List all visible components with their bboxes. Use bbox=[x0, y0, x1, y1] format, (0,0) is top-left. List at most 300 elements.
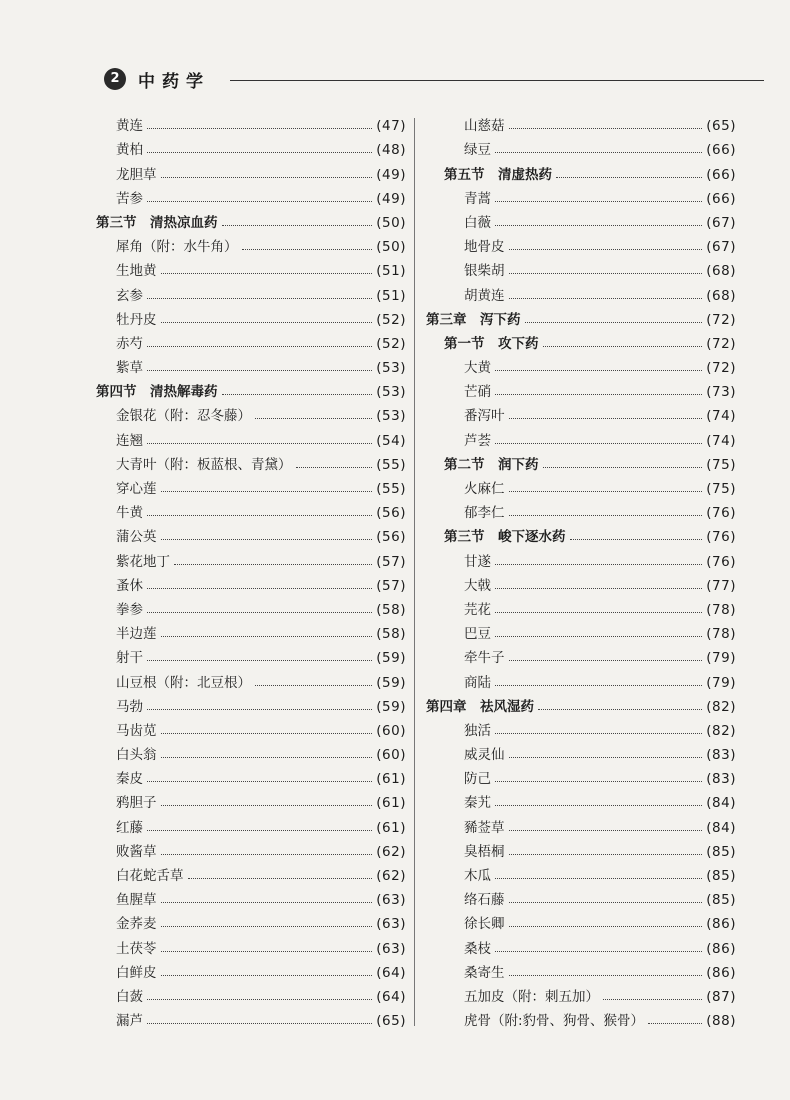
toc-page-number: (74) bbox=[706, 408, 736, 425]
toc-section-title: 第五节 清虚热药 bbox=[444, 166, 552, 183]
dot-leader bbox=[161, 177, 373, 178]
toc-entry-title: 犀角（附：水牛角） bbox=[116, 239, 238, 256]
toc-chapter-row bbox=[426, 304, 736, 328]
toc-entry-row bbox=[96, 521, 406, 545]
toc-entry-title: 胡黄连 bbox=[464, 287, 505, 304]
toc-page-number: (76) bbox=[706, 553, 736, 570]
toc-page-number: (68) bbox=[706, 263, 736, 280]
header-rule bbox=[230, 80, 764, 81]
toc-entry-title: 番泻叶 bbox=[464, 408, 505, 425]
toc-entry-row bbox=[96, 836, 406, 860]
page-number-badge: 2 bbox=[104, 68, 126, 90]
toc-section-title: 第二节 润下药 bbox=[444, 456, 539, 473]
toc-page-number: (79) bbox=[706, 650, 736, 667]
toc-page-number: (66) bbox=[706, 166, 736, 183]
dot-leader bbox=[147, 370, 372, 371]
toc-entry-title: 红藤 bbox=[116, 819, 143, 836]
dot-leader bbox=[255, 418, 372, 419]
toc-page-number: (61) bbox=[376, 795, 406, 812]
toc-page-number: (58) bbox=[376, 626, 406, 643]
dot-leader bbox=[509, 854, 703, 855]
toc-entry-title: 玄参 bbox=[116, 287, 143, 304]
toc-entry-row bbox=[426, 594, 736, 618]
toc-entry-row bbox=[96, 570, 406, 594]
toc-page-number: (79) bbox=[706, 674, 736, 691]
toc-section-title: 第四节 清热解毒药 bbox=[96, 384, 218, 401]
toc-entry-title: 防己 bbox=[464, 771, 491, 788]
toc-entry-row bbox=[426, 618, 736, 642]
toc-entry-title: 山慈菇 bbox=[464, 118, 505, 135]
dot-leader bbox=[570, 539, 703, 540]
dot-leader bbox=[495, 564, 702, 565]
toc-entry-row bbox=[426, 666, 736, 690]
toc-page-number: (48) bbox=[376, 142, 406, 159]
toc-entry-row bbox=[426, 981, 736, 1005]
dot-leader bbox=[509, 273, 703, 274]
toc-entry-title: 黄连 bbox=[116, 118, 143, 135]
toc-entry-row bbox=[96, 183, 406, 207]
toc-page-number: (53) bbox=[376, 384, 406, 401]
toc-entry-row bbox=[96, 158, 406, 182]
toc-entry-row bbox=[96, 642, 406, 666]
toc-entry-row bbox=[96, 860, 406, 884]
dot-leader bbox=[556, 177, 702, 178]
page-header bbox=[104, 68, 764, 94]
toc-entry-row bbox=[426, 352, 736, 376]
toc-entry-title: 大戟 bbox=[464, 577, 491, 594]
toc-page-number: (78) bbox=[706, 601, 736, 618]
toc-entry-row bbox=[96, 981, 406, 1005]
toc-entry-title: 金银花（附：忍冬藤） bbox=[116, 408, 251, 425]
toc-entry-title: 牵牛子 bbox=[464, 650, 505, 667]
toc-entry-title: 连翘 bbox=[116, 432, 143, 449]
toc-section-row bbox=[426, 521, 736, 545]
toc-entry-title: 秦艽 bbox=[464, 795, 491, 812]
toc-entry-row bbox=[96, 279, 406, 303]
toc-entry-row bbox=[96, 594, 406, 618]
toc-entry-row bbox=[426, 642, 736, 666]
toc-entry-row bbox=[96, 424, 406, 448]
toc-page-number: (72) bbox=[706, 360, 736, 377]
toc-entry-title: 火麻仁 bbox=[464, 481, 505, 497]
toc-entry-title: 豨莶草 bbox=[464, 819, 505, 836]
toc-entry-row bbox=[426, 497, 736, 521]
toc-page-number: (58) bbox=[376, 601, 406, 618]
toc-page-number: (85) bbox=[706, 892, 736, 909]
toc-page-number: (66) bbox=[706, 190, 736, 207]
dot-leader bbox=[161, 975, 373, 976]
dot-leader bbox=[161, 951, 373, 952]
toc-entry-row bbox=[96, 763, 406, 787]
dot-leader bbox=[603, 999, 702, 1000]
toc-entry-row bbox=[96, 449, 406, 473]
toc-entry-title: 山豆根（附：北豆根） bbox=[116, 674, 251, 691]
toc-entry-title: 五加皮（附：刺五加） bbox=[464, 988, 599, 1005]
toc-page-number: (84) bbox=[706, 795, 736, 812]
dot-leader bbox=[147, 612, 372, 613]
toc-entry-title: 秦皮 bbox=[116, 771, 143, 788]
toc-entry-row bbox=[426, 473, 736, 497]
toc-entry-row bbox=[426, 376, 736, 400]
toc-entry-row bbox=[426, 1005, 736, 1029]
toc-page-number: (64) bbox=[376, 964, 406, 981]
toc-page-number: (75) bbox=[706, 456, 736, 473]
toc-page-number: (50) bbox=[376, 214, 406, 231]
toc-page-number: (86) bbox=[706, 940, 736, 957]
toc-chapter-title: 第三章 泻下药 bbox=[426, 311, 521, 328]
dot-leader bbox=[495, 685, 702, 686]
dot-leader bbox=[147, 443, 372, 444]
toc-entry-title: 马勃 bbox=[116, 698, 143, 715]
toc-page-number: (82) bbox=[706, 698, 736, 715]
toc-entry-title: 绿豆 bbox=[464, 142, 491, 159]
toc-page-number: (54) bbox=[376, 432, 406, 449]
toc-section-title: 第三节 峻下逐水药 bbox=[444, 529, 566, 546]
toc-entry-row bbox=[96, 884, 406, 908]
dot-leader bbox=[495, 951, 702, 952]
dot-leader bbox=[222, 225, 373, 226]
toc-right-column bbox=[426, 110, 736, 1029]
toc-entry-title: 大青叶（附：板蓝根、青黛） bbox=[116, 456, 292, 473]
toc-entry-title: 白鲜皮 bbox=[116, 964, 157, 981]
toc-section-row bbox=[96, 207, 406, 231]
toc-entry-title: 芦荟 bbox=[464, 432, 491, 449]
toc-entry-row bbox=[96, 1005, 406, 1029]
toc-section-title: 第三节 清热凉血药 bbox=[96, 214, 218, 231]
dot-leader bbox=[543, 346, 703, 347]
toc-page-number: (63) bbox=[376, 892, 406, 909]
toc-entry-title: 白头翁 bbox=[116, 747, 157, 764]
dot-leader bbox=[147, 1023, 372, 1024]
toc-entry-row bbox=[426, 134, 736, 158]
toc-entry-title: 半边莲 bbox=[116, 626, 157, 643]
toc-section-title: 第一节 攻下药 bbox=[444, 335, 539, 352]
toc-page-number: (86) bbox=[706, 964, 736, 981]
toc-page-number: (53) bbox=[376, 408, 406, 425]
dot-leader bbox=[161, 757, 373, 758]
toc-entry-title: 郁李仁 bbox=[464, 505, 505, 522]
dot-leader bbox=[495, 443, 702, 444]
dot-leader bbox=[509, 975, 703, 976]
dot-leader bbox=[509, 418, 703, 419]
toc-page-number: (88) bbox=[706, 1013, 736, 1030]
toc-entry-row bbox=[426, 811, 736, 835]
dot-leader bbox=[147, 515, 372, 516]
toc-page-number: (65) bbox=[706, 118, 736, 135]
dot-leader bbox=[147, 298, 372, 299]
dot-leader bbox=[495, 370, 702, 371]
toc-page-number: (53) bbox=[376, 360, 406, 377]
toc-entry-row bbox=[96, 400, 406, 424]
toc-page-number: (64) bbox=[376, 988, 406, 1005]
dot-leader bbox=[188, 878, 373, 879]
dot-leader bbox=[222, 394, 373, 395]
toc-page-number: (55) bbox=[376, 456, 406, 473]
toc-entry-title: 银柴胡 bbox=[464, 263, 505, 280]
toc-entry-row bbox=[96, 932, 406, 956]
toc-page-number: (83) bbox=[706, 747, 736, 764]
toc-entry-title: 马齿苋 bbox=[116, 722, 157, 739]
dot-leader bbox=[147, 781, 372, 782]
dot-leader bbox=[509, 926, 703, 927]
toc-entry-row bbox=[96, 811, 406, 835]
toc-entry-row bbox=[426, 183, 736, 207]
toc-entry-title: 威灵仙 bbox=[464, 747, 505, 764]
dot-leader bbox=[147, 999, 372, 1000]
dot-leader bbox=[543, 467, 703, 468]
toc-page-number: (63) bbox=[376, 916, 406, 933]
dot-leader bbox=[495, 805, 702, 806]
toc-page-number: (85) bbox=[706, 843, 736, 860]
dot-leader bbox=[147, 128, 372, 129]
toc-page-number: (77) bbox=[706, 577, 736, 594]
dot-leader bbox=[538, 709, 702, 710]
toc-entry-row bbox=[426, 908, 736, 932]
toc-section-row bbox=[426, 449, 736, 473]
dot-leader bbox=[147, 709, 372, 710]
toc-page-number: (59) bbox=[376, 650, 406, 667]
toc-entry-row bbox=[96, 497, 406, 521]
toc-page-number: (56) bbox=[376, 529, 406, 546]
toc-entry-title: 巴豆 bbox=[464, 626, 491, 643]
toc-entry-title: 土茯苓 bbox=[116, 940, 157, 957]
dot-leader bbox=[509, 491, 703, 492]
toc-page-number: (84) bbox=[706, 819, 736, 836]
toc-entry-title: 牡丹皮 bbox=[116, 311, 157, 328]
toc-page-number: (62) bbox=[376, 868, 406, 884]
toc-page-number: (67) bbox=[706, 239, 736, 256]
toc-page-number: (76) bbox=[706, 529, 736, 546]
dot-leader bbox=[161, 322, 373, 323]
toc-section-row bbox=[426, 328, 736, 352]
toc-entry-title: 黄柏 bbox=[116, 142, 143, 159]
dot-leader bbox=[495, 201, 702, 202]
toc-page-number: (67) bbox=[706, 214, 736, 231]
toc-entry-title: 蒲公英 bbox=[116, 529, 157, 546]
toc-entry-row bbox=[426, 836, 736, 860]
toc-entry-title: 鸦胆子 bbox=[116, 795, 157, 812]
toc-page-number: (68) bbox=[706, 287, 736, 304]
toc-entry-row bbox=[96, 618, 406, 642]
toc-section-row bbox=[426, 158, 736, 182]
toc-entry-row bbox=[96, 134, 406, 158]
toc-entry-row bbox=[96, 304, 406, 328]
dot-leader bbox=[161, 539, 373, 540]
dot-leader bbox=[509, 902, 703, 903]
toc-entry-title: 牛黄 bbox=[116, 505, 143, 522]
toc-entry-row bbox=[426, 400, 736, 424]
toc-entry-row bbox=[426, 739, 736, 763]
toc-entry-title: 白薇 bbox=[464, 214, 491, 231]
toc-entry-row bbox=[426, 279, 736, 303]
dot-leader bbox=[296, 467, 373, 468]
toc-entry-title: 生地黄 bbox=[116, 263, 157, 280]
dot-leader bbox=[161, 805, 373, 806]
toc-page-number: (78) bbox=[706, 626, 736, 643]
toc-entry-row bbox=[426, 570, 736, 594]
toc-entry-title: 青蒿 bbox=[464, 190, 491, 207]
toc-page-number: (87) bbox=[706, 988, 736, 1005]
toc-entry-row bbox=[426, 763, 736, 787]
toc-entry-row bbox=[426, 545, 736, 569]
dot-leader bbox=[509, 515, 703, 516]
dot-leader bbox=[161, 273, 373, 274]
toc-page-number: (66) bbox=[706, 142, 736, 159]
toc-entry-title: 紫草 bbox=[116, 360, 143, 377]
dot-leader bbox=[495, 781, 702, 782]
toc-entry-title: 徐长卿 bbox=[464, 916, 505, 933]
dot-leader bbox=[495, 733, 702, 734]
toc-page-number: (75) bbox=[706, 481, 736, 497]
dot-leader bbox=[147, 660, 372, 661]
toc-page-number: (49) bbox=[376, 190, 406, 207]
toc-entry-row bbox=[96, 110, 406, 134]
toc-page-number: (63) bbox=[376, 940, 406, 957]
dot-leader bbox=[495, 636, 702, 637]
toc-page-number: (86) bbox=[706, 916, 736, 933]
toc-entry-title: 金荞麦 bbox=[116, 916, 157, 933]
toc-entry-title: 拳参 bbox=[116, 601, 143, 618]
toc-page-number: (73) bbox=[706, 384, 736, 401]
toc-page-number: (50) bbox=[376, 239, 406, 256]
dot-leader bbox=[161, 926, 373, 927]
column-divider bbox=[414, 118, 415, 1026]
dot-leader bbox=[495, 588, 702, 589]
toc-entry-title: 大黄 bbox=[464, 360, 491, 377]
toc-entry-row bbox=[96, 231, 406, 255]
toc-entry-row bbox=[426, 255, 736, 279]
toc-page-number: (61) bbox=[376, 819, 406, 836]
dot-leader bbox=[255, 685, 372, 686]
dot-leader bbox=[174, 564, 372, 565]
toc-entry-title: 木瓜 bbox=[464, 868, 491, 884]
dot-leader bbox=[509, 298, 703, 299]
toc-entry-row bbox=[426, 207, 736, 231]
toc-entry-title: 芒硝 bbox=[464, 384, 491, 401]
dot-leader bbox=[161, 491, 373, 492]
toc-entry-title: 独活 bbox=[464, 722, 491, 739]
toc-page-number: (74) bbox=[706, 432, 736, 449]
toc-entry-row bbox=[96, 957, 406, 981]
dot-leader bbox=[161, 854, 373, 855]
toc-entry-title: 地骨皮 bbox=[464, 239, 505, 256]
toc-page-number: (82) bbox=[706, 722, 736, 739]
dot-leader bbox=[509, 128, 703, 129]
toc-page-number: (61) bbox=[376, 771, 406, 788]
toc-entry-row bbox=[96, 691, 406, 715]
toc-entry-title: 络石藤 bbox=[464, 892, 505, 909]
dot-leader bbox=[509, 660, 703, 661]
toc-page-number: (51) bbox=[376, 287, 406, 304]
toc-entry-row bbox=[96, 739, 406, 763]
toc-entry-title: 败酱草 bbox=[116, 843, 157, 860]
dot-leader bbox=[525, 322, 703, 323]
toc-entry-title: 臭梧桐 bbox=[464, 843, 505, 860]
toc-page-number: (60) bbox=[376, 722, 406, 739]
dot-leader bbox=[509, 830, 703, 831]
dot-leader bbox=[648, 1023, 702, 1024]
toc-page-number: (83) bbox=[706, 771, 736, 788]
toc-entry-title: 芫花 bbox=[464, 601, 491, 618]
dot-leader bbox=[147, 152, 372, 153]
toc-entry-title: 龙胆草 bbox=[116, 166, 157, 183]
toc-entry-title: 商陆 bbox=[464, 674, 491, 691]
dot-leader bbox=[147, 588, 372, 589]
toc-page-number: (65) bbox=[376, 1013, 406, 1030]
toc-entry-title: 射干 bbox=[116, 650, 143, 667]
toc-entry-title: 赤芍 bbox=[116, 335, 143, 352]
dot-leader bbox=[495, 225, 702, 226]
toc-entry-row bbox=[96, 908, 406, 932]
toc-chapter-row bbox=[426, 691, 736, 715]
dot-leader bbox=[509, 757, 703, 758]
dot-leader bbox=[495, 152, 702, 153]
toc-page-number: (85) bbox=[706, 868, 736, 884]
toc-entry-title: 甘遂 bbox=[464, 553, 491, 570]
toc-entry-row bbox=[96, 255, 406, 279]
toc-entry-title: 桑枝 bbox=[464, 940, 491, 957]
dot-leader bbox=[161, 636, 373, 637]
toc-page-number: (76) bbox=[706, 505, 736, 522]
toc-page-number: (60) bbox=[376, 747, 406, 764]
dot-leader bbox=[161, 902, 373, 903]
toc-page-number: (55) bbox=[376, 481, 406, 497]
toc-entry-title: 漏芦 bbox=[116, 1013, 143, 1030]
toc-page-number: (47) bbox=[376, 118, 406, 135]
toc-left-column bbox=[96, 110, 406, 1029]
dot-leader bbox=[242, 249, 373, 250]
toc-page-number: (52) bbox=[376, 311, 406, 328]
toc-entry-row bbox=[426, 110, 736, 134]
toc-entry-row bbox=[426, 860, 736, 884]
toc-chapter-title: 第四章 祛风湿药 bbox=[426, 698, 534, 715]
toc-entry-row bbox=[96, 787, 406, 811]
dot-leader bbox=[509, 249, 703, 250]
toc-entry-row bbox=[426, 424, 736, 448]
toc-entry-row bbox=[96, 545, 406, 569]
toc-page-number: (57) bbox=[376, 553, 406, 570]
dot-leader bbox=[161, 733, 373, 734]
toc-page-number: (57) bbox=[376, 577, 406, 594]
toc-entry-row bbox=[426, 715, 736, 739]
toc-page-number: (59) bbox=[376, 698, 406, 715]
toc-entry-row bbox=[96, 328, 406, 352]
dot-leader bbox=[147, 830, 372, 831]
toc-section-row bbox=[96, 376, 406, 400]
toc-entry-title: 白蔹 bbox=[116, 988, 143, 1005]
toc-page-number: (52) bbox=[376, 335, 406, 352]
toc-page-number: (49) bbox=[376, 166, 406, 183]
toc-entry-title: 苦参 bbox=[116, 190, 143, 207]
toc-entry-row bbox=[426, 932, 736, 956]
toc-page-number: (59) bbox=[376, 674, 406, 691]
dot-leader bbox=[147, 201, 372, 202]
dot-leader bbox=[495, 394, 702, 395]
dot-leader bbox=[495, 612, 702, 613]
dot-leader bbox=[495, 878, 702, 879]
toc-entry-row bbox=[96, 666, 406, 690]
toc-entry-title: 白花蛇舌草 bbox=[116, 868, 184, 884]
toc-entry-title: 虎骨（附:豹骨、狗骨、猴骨） bbox=[464, 1013, 645, 1030]
toc-page-number: (72) bbox=[706, 335, 736, 352]
toc-page-number: (62) bbox=[376, 843, 406, 860]
toc-entry-row bbox=[96, 352, 406, 376]
toc-entry-title: 穿心莲 bbox=[116, 481, 157, 497]
dot-leader bbox=[147, 346, 372, 347]
toc-entry-title: 紫花地丁 bbox=[116, 553, 170, 570]
toc-page-number: (51) bbox=[376, 263, 406, 280]
toc-page-number: (56) bbox=[376, 505, 406, 522]
